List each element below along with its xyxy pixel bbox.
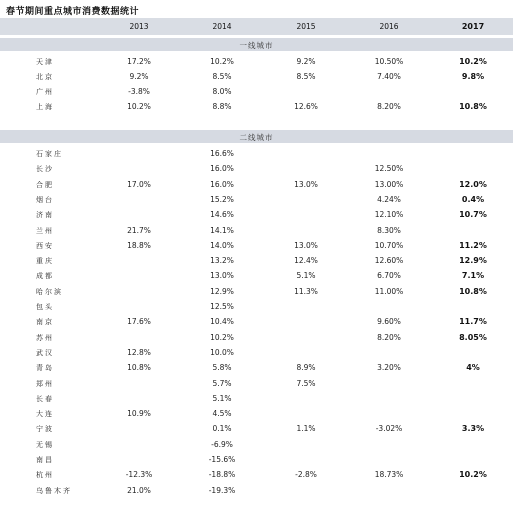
value-cell-2014: -6.9%: [211, 439, 233, 449]
tier1-section-header: [0, 38, 513, 51]
value-cell-2016: 12.50%: [374, 164, 404, 174]
city-name: 北京: [36, 73, 54, 81]
value-cell-2015: 7.5%: [296, 378, 316, 388]
table-row: [0, 254, 513, 268]
value-cell-2015: 8.5%: [296, 72, 316, 81]
year-header: 2014: [212, 22, 232, 31]
value-cell-2013: 9.2%: [129, 72, 149, 81]
value-cell-2017: 3.3%: [461, 424, 485, 434]
year-header: 2015: [296, 22, 316, 31]
value-cell-2014: -19.3%: [208, 485, 236, 495]
table-row: [0, 422, 513, 436]
tier2-label: 二线城市: [239, 133, 274, 142]
value-cell-2014: 16.0%: [210, 164, 234, 174]
table-row: [0, 346, 513, 360]
city-name: 济南: [36, 211, 54, 220]
city-name: 哈尔滨: [36, 287, 63, 296]
value-cell-2017: 7.1%: [461, 271, 485, 281]
table-row: [0, 178, 513, 192]
value-cell-2016: 8.20%: [377, 332, 401, 342]
value-cell-2017: 10.7%: [459, 210, 487, 220]
tier2-section-header: [0, 130, 513, 143]
value-cell-2014: 12.5%: [210, 302, 234, 311]
value-cell-2014: 10.2%: [210, 57, 234, 66]
city-name: 苏州: [36, 333, 54, 342]
city-name: 石家庄: [36, 150, 63, 158]
value-cell-2017: 12.0%: [459, 179, 487, 189]
value-cell-2016: 11.00%: [374, 286, 404, 296]
value-cell-2013: -12.3%: [125, 470, 153, 480]
value-cell-2014: -18.8%: [208, 470, 236, 480]
city-name: 南昌: [36, 456, 54, 464]
value-cell-2017: 0.4%: [461, 194, 485, 204]
table-row: [0, 331, 513, 345]
city-name: 长春: [36, 394, 54, 403]
value-cell-2015: 13.0%: [294, 240, 318, 250]
city-name: 青岛: [36, 364, 54, 373]
table-row: [0, 147, 513, 161]
value-cell-2014: 5.7%: [212, 378, 232, 388]
value-cell-2013: 21.0%: [127, 485, 151, 495]
table-row: [0, 269, 513, 283]
value-cell-2013: 17.6%: [127, 317, 151, 327]
value-cell-2016: 6.70%: [377, 271, 401, 281]
table-row: [0, 468, 513, 482]
value-cell-2016: 3.20%: [377, 363, 401, 373]
table-row: [0, 162, 513, 176]
value-cell-2015: 11.3%: [294, 286, 318, 296]
value-cell-2013: 10.9%: [127, 409, 151, 419]
value-cell-2014: 10.4%: [210, 317, 234, 327]
city-name: 西安: [36, 241, 54, 250]
table-row: [0, 239, 513, 253]
table-row: [0, 453, 513, 467]
value-cell-2014: 5.8%: [212, 363, 232, 373]
value-cell-2017: 10.8%: [459, 102, 487, 111]
year-header-row: [0, 18, 513, 35]
value-cell-2014: 14.0%: [210, 240, 234, 250]
year-header: 2013: [129, 22, 149, 31]
city-name: 重庆: [36, 257, 54, 266]
value-cell-2014: 14.6%: [210, 210, 234, 220]
value-cell-2014: 8.5%: [212, 72, 232, 81]
city-name: 广州: [36, 88, 54, 96]
tier1-label: 一线城市: [239, 41, 274, 50]
value-cell-2015: 9.2%: [296, 57, 316, 66]
value-cell-2014: 4.5%: [212, 409, 232, 419]
table-row: [0, 484, 513, 498]
value-cell-2016: 9.60%: [377, 317, 401, 327]
year-header: 2017: [461, 22, 485, 31]
value-cell-2017: 10.8%: [459, 286, 487, 296]
table-row: [0, 361, 513, 375]
value-cell-2013: 21.7%: [127, 225, 151, 235]
value-cell-2013: 17.0%: [127, 179, 151, 189]
value-cell-2015: -2.8%: [295, 470, 317, 480]
value-cell-2016: -3.02%: [375, 424, 403, 434]
table-row: [0, 392, 513, 406]
city-name: 兰州: [36, 226, 54, 235]
value-cell-2017: 11.7%: [459, 317, 487, 327]
value-cell-2015: 5.1%: [296, 271, 316, 281]
value-cell-2017: 9.8%: [461, 72, 485, 81]
value-cell-2016: 8.20%: [377, 102, 401, 111]
city-name: 南京: [36, 318, 54, 327]
value-cell-2013: 18.8%: [127, 240, 151, 250]
city-name: 杭州: [36, 471, 54, 480]
city-name: 包头: [36, 303, 54, 311]
table-title: 春节期间重点城市消费数据统计: [6, 7, 140, 17]
city-name: 大连: [36, 410, 54, 419]
value-cell-2016: 13.00%: [374, 179, 404, 189]
city-name: 合肥: [36, 180, 54, 189]
table-row: [0, 285, 513, 299]
table-row: [0, 100, 513, 114]
value-cell-2015: 13.0%: [294, 179, 318, 189]
value-cell-2016: 10.50%: [374, 57, 404, 66]
value-cell-2014: 13.0%: [210, 271, 234, 281]
value-cell-2017: 10.2%: [459, 57, 487, 66]
table-row: [0, 208, 513, 222]
city-name: 天津: [36, 58, 54, 66]
city-name: 烟台: [36, 195, 54, 204]
value-cell-2014: 16.6%: [210, 149, 234, 158]
table-row: [0, 377, 513, 391]
value-cell-2016: 12.60%: [374, 256, 404, 266]
value-cell-2013: 10.2%: [127, 102, 151, 111]
value-cell-2014: 10.0%: [210, 347, 234, 357]
table-row: [0, 193, 513, 207]
city-name: 长沙: [36, 165, 54, 174]
value-cell-2016: 7.40%: [377, 72, 401, 81]
value-cell-2014: 12.9%: [210, 286, 234, 296]
value-cell-2015: 8.9%: [296, 363, 316, 373]
value-cell-2017: 11.2%: [459, 240, 487, 250]
value-cell-2014: 10.2%: [210, 332, 234, 342]
value-cell-2014: 5.1%: [212, 393, 232, 403]
value-cell-2013: 12.8%: [127, 347, 151, 357]
table-row: [0, 70, 513, 84]
table-row: [0, 224, 513, 238]
year-header: 2016: [379, 22, 399, 31]
city-name: 乌鲁木齐: [36, 486, 72, 495]
value-cell-2017: 10.2%: [459, 470, 487, 480]
table-row: [0, 438, 513, 452]
value-cell-2017: 4%: [466, 363, 480, 373]
city-name: 宁波: [36, 425, 54, 434]
table-row: [0, 300, 513, 314]
value-cell-2015: 1.1%: [296, 424, 316, 434]
value-cell-2014: 8.0%: [212, 87, 232, 96]
value-cell-2013: 10.8%: [127, 363, 151, 373]
value-cell-2015: 12.4%: [294, 256, 318, 266]
value-cell-2014: -15.6%: [208, 455, 236, 464]
table-row: [0, 85, 513, 99]
value-cell-2016: 8.30%: [377, 225, 401, 235]
value-cell-2016: 18.73%: [374, 470, 404, 480]
value-cell-2014: 16.0%: [210, 179, 234, 189]
city-name: 武汉: [36, 348, 54, 357]
value-cell-2013: 17.2%: [127, 57, 151, 66]
table-row: [0, 55, 513, 69]
table-row: [0, 407, 513, 421]
value-cell-2017: 8.05%: [459, 332, 487, 342]
value-cell-2013: -3.8%: [128, 87, 150, 96]
table-row: [0, 315, 513, 329]
value-cell-2017: 12.9%: [459, 256, 487, 266]
value-cell-2014: 0.1%: [212, 424, 232, 434]
city-name: 成都: [36, 272, 54, 281]
value-cell-2015: 12.6%: [294, 102, 318, 111]
value-cell-2016: 4.24%: [377, 194, 401, 204]
value-cell-2014: 8.8%: [212, 102, 232, 111]
value-cell-2014: 15.2%: [210, 194, 234, 204]
city-name: 无锡: [36, 440, 54, 449]
city-name: 郑州: [36, 379, 54, 388]
value-cell-2014: 14.1%: [210, 225, 234, 235]
value-cell-2016: 12.10%: [374, 210, 404, 220]
value-cell-2016: 10.70%: [374, 240, 404, 250]
value-cell-2014: 13.2%: [210, 256, 234, 266]
city-name: 上海: [36, 103, 54, 111]
